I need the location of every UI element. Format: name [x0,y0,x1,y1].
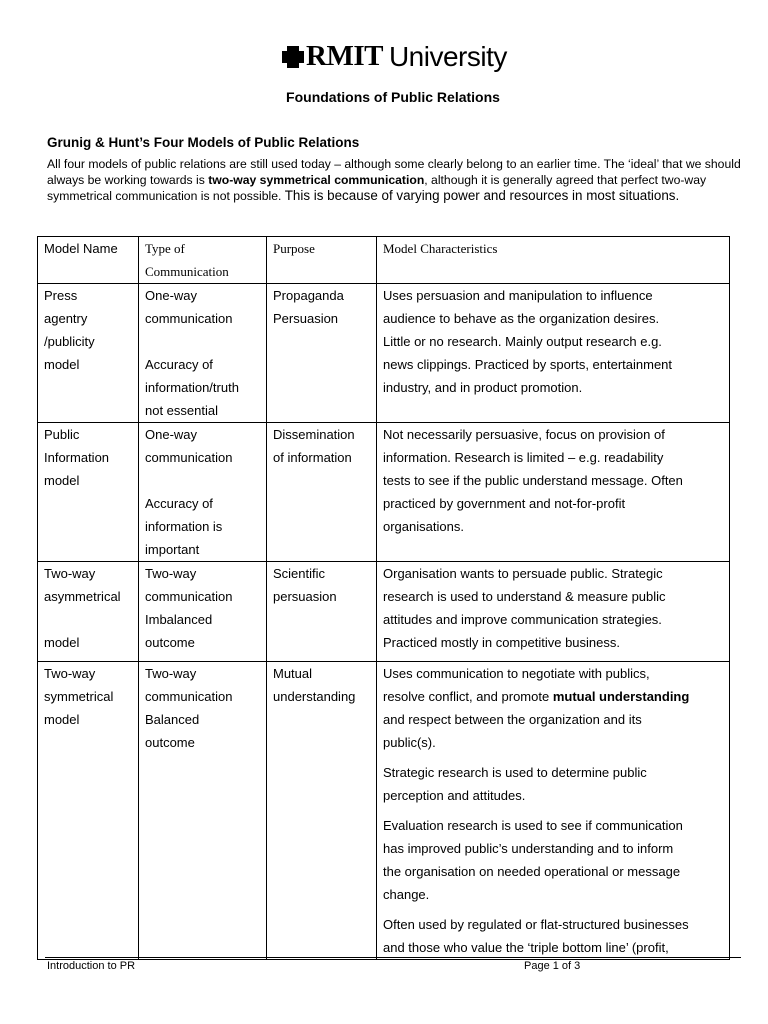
text-line: Often used by regulated or flat-structured businesses [383,917,689,932]
text-line: Practiced mostly in competitive business. [383,635,620,650]
text-line [145,330,260,353]
table-row [38,662,730,960]
text-line: industry, and in product promotion. [383,380,583,395]
text-line: Uses communication to negotiate with publics, [383,666,650,681]
models-table [37,236,730,960]
text-line: Two-way [44,666,96,681]
text-line: model [44,357,80,372]
cell-communication [139,284,267,423]
text-line: asymmetrical [44,589,121,604]
cell-model-name [38,423,139,562]
logo-rmit-text: RMIT [306,40,383,72]
cell-purpose [267,284,377,423]
text-line: outcome [145,635,195,650]
text-line [145,469,260,492]
text-line: organisations. [383,519,464,534]
cell-communication [139,662,267,960]
text-line: not essential [145,403,218,418]
text-line: Accuracy of [145,496,213,511]
cell-communication [139,423,267,562]
text-line: the organisation on needed operational or message [383,864,681,879]
text-line: understanding [273,689,356,704]
text-line: communication [145,689,233,704]
cell-model-name [38,662,139,960]
text-line: model [44,712,80,727]
text-line: information. Research is limited – e.g. readability [383,450,664,465]
text-line: practiced by government and not-for-profit [383,496,626,511]
text-line: and those who value the ‘triple bottom line’ (profit, [383,940,669,955]
logo-university-text: University [388,40,507,72]
text-line: tests to see if the public understand message. Often [383,473,683,488]
cell-purpose [267,423,377,562]
text-line: Scientific [273,566,326,581]
text-line: Mutual [273,666,313,681]
text-line: Uses persuasion and manipulation to influence [383,288,653,303]
characteristics-paragraph [383,913,723,959]
intro-text-1: All four models of public relations are still used today – although some clearly belong to an earlier time. The ‘ideal’ that we should always be working towards is [47,157,741,187]
intro-text-bold: two-way symmetrical communication [208,172,425,187]
text-line: Two-way [145,566,197,581]
text-line: model [44,635,80,650]
document-title: Foundations of Public Relations [286,89,500,105]
text-line: news clippings. Practiced by sports, entertainment [383,357,673,372]
text-line: Two-way [145,666,197,681]
characteristics-paragraph [383,814,723,906]
table-row [38,423,730,562]
text-line: Persuasion [273,311,339,326]
text-line: and respect between the organization and its [383,712,642,727]
text-line: Press [44,288,78,303]
cell-characteristics [377,562,730,662]
header-model-name: Model Name [38,237,139,284]
section-heading: Grunig & Hunt’s Four Models of Public Relations [47,135,360,150]
text-line: /publicity [44,334,95,349]
cell-model-name [38,562,139,662]
text-line [44,608,132,631]
table-row [38,562,730,662]
text-line: important [145,542,200,557]
text-line: Evaluation research is used to see if communication [383,818,683,833]
text-line: Propaganda [273,288,344,303]
text-line: information is [145,519,223,534]
footer-divider [45,957,741,958]
cell-characteristics [377,284,730,423]
bold-text-fragment: mutual understanding [552,689,690,704]
header-model-characteristics: Model Characteristics [377,237,730,284]
text-line: research is used to understand & measure public [383,589,666,604]
footer-course-name: Introduction to PR [47,960,136,972]
text-line: Balanced [145,712,200,727]
header-type-of-communication: Type of Communication [139,237,267,284]
text-line: change. [383,887,430,902]
cell-purpose [267,562,377,662]
text-line: Dissemination [273,427,355,442]
text-line: Information [44,450,110,465]
text-line: Little or no research. Mainly output research e.g. [383,334,662,349]
cell-characteristics [377,423,730,562]
text-line: communication [145,589,233,604]
rmit-logo [282,40,507,73]
text-line: attitudes and improve communication strategies. [383,612,662,627]
text-line: model [44,473,80,488]
characteristics-paragraph [383,662,723,754]
text-line: has improved public’s understanding and to inform [383,841,674,856]
text-line: of information [273,450,352,465]
footer-page-number: Page 1 of 3 [524,960,581,972]
characteristics-paragraph [383,761,723,807]
text-line: communication [145,311,233,326]
text-line: Not necessarily persuasive, focus on provision of [383,427,665,442]
text-line: outcome [145,735,195,750]
text-line: agentry [44,311,88,326]
cell-purpose [267,662,377,960]
text-line: Organisation wants to persuade public. Strategic [383,566,663,581]
table-header-row [38,237,730,284]
text-line: audience to behave as the organization desires. [383,311,660,326]
text-line: Imbalanced [145,612,213,627]
text-line: information/truth [145,380,239,395]
header-purpose: Purpose [267,237,377,284]
rmit-pixel-mark-icon [282,44,304,70]
text-line: Accuracy of [145,357,213,372]
text-line [383,685,723,708]
intro-text-2: , although it is generally agreed that perfect two-way symmetrical communication is not possible. [47,172,707,203]
text-line: Strategic research is used to determine public [383,765,647,780]
text-line: symmetrical [44,689,114,704]
text-line: persuasion [273,589,337,604]
text-line: One-way [145,427,198,442]
cell-communication [139,562,267,662]
text-line: communication [145,450,233,465]
text-line: public(s). [383,735,436,750]
text-fragment: resolve conflict, and promote [383,689,553,704]
text-line: perception and attitudes. [383,788,526,803]
intro-paragraph [47,157,747,205]
table-row [38,284,730,423]
cell-characteristics [377,662,730,960]
intro-text-3: This is because of varying power and resources in most situations. [284,188,680,203]
text-line: Two-way [44,566,96,581]
text-line: Public [44,427,80,442]
text-line: One-way [145,288,198,303]
cell-model-name [38,284,139,423]
